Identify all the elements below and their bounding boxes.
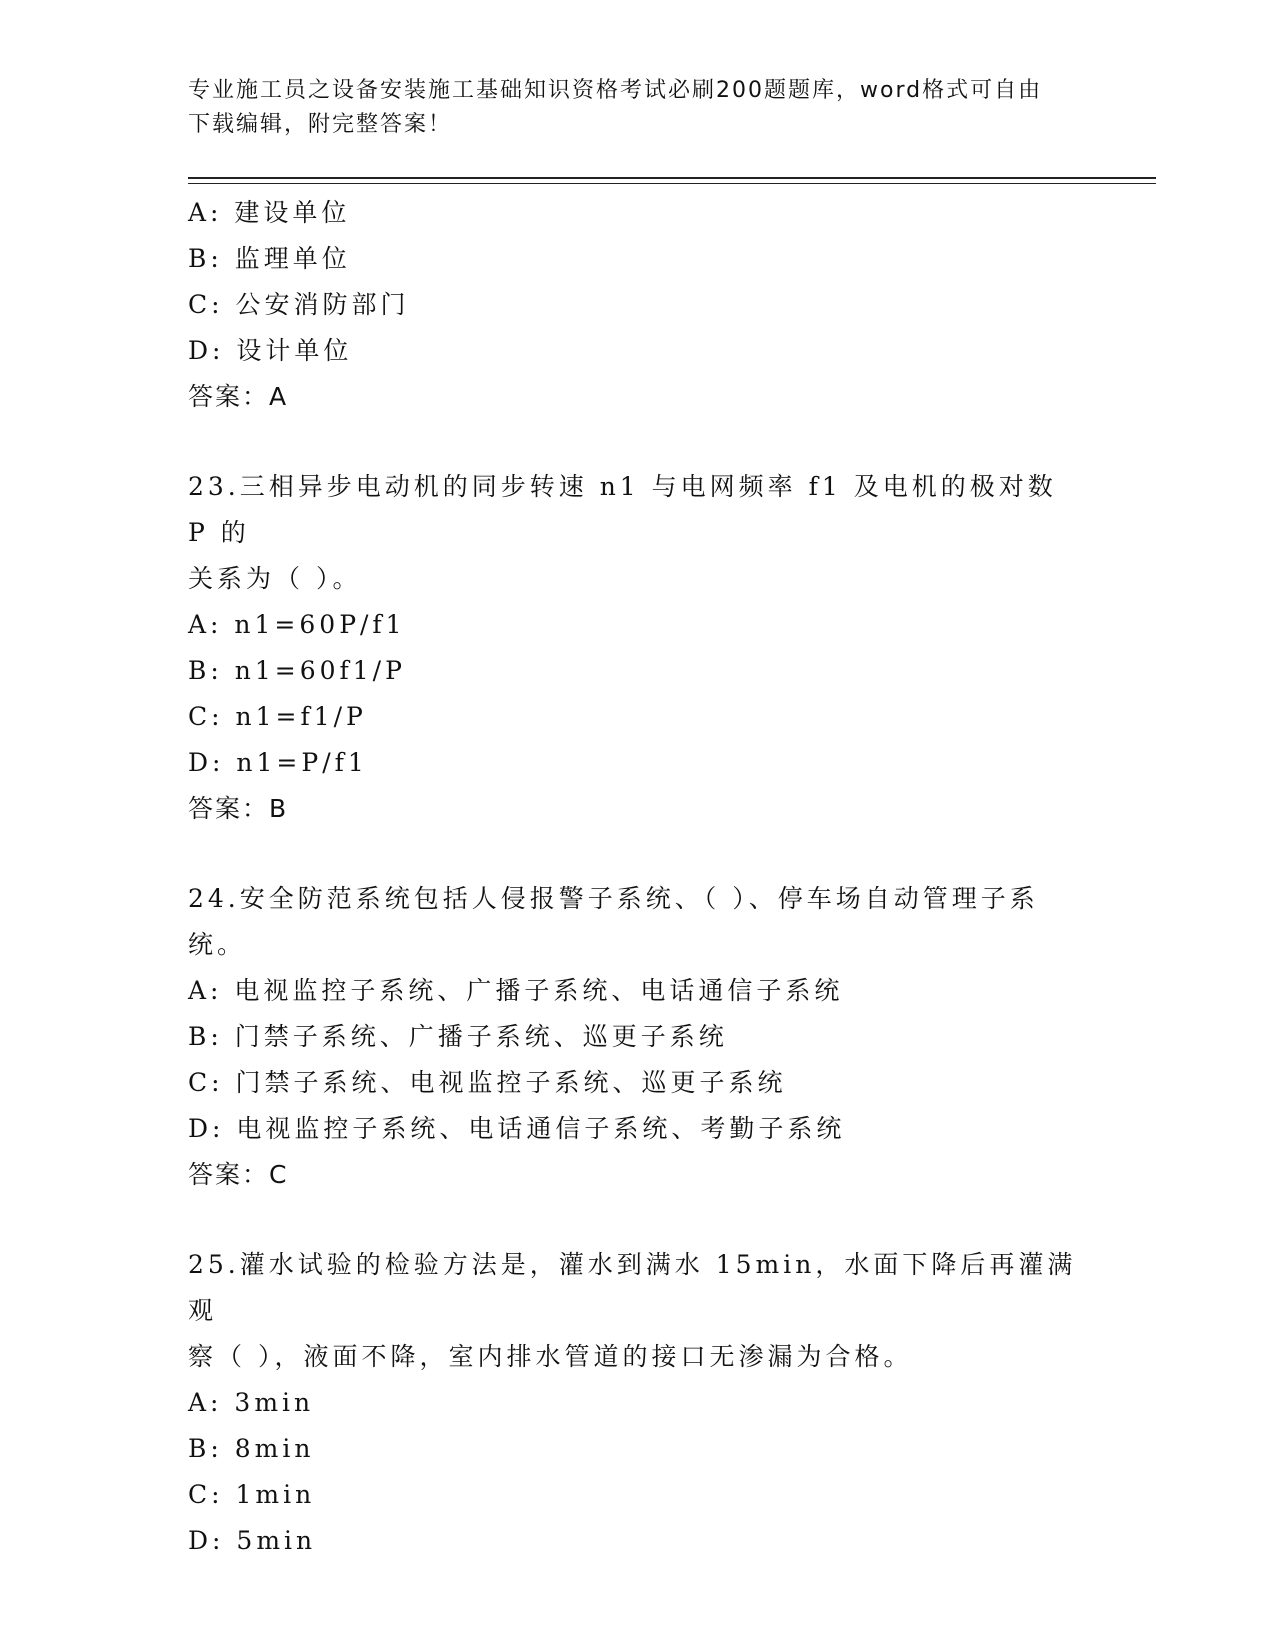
answer-line: 答案：B	[188, 794, 289, 823]
question-stem-line-1: 24.安全防范系统包括人侵报警子系统、（ ）、停车场自动管理子系	[188, 884, 1039, 913]
option-c: C: 公安消防部门	[188, 290, 410, 319]
question-block-24	[188, 876, 1108, 1198]
question-content	[188, 190, 1108, 1564]
question-stem	[188, 1242, 1088, 1380]
option-a: A: 3min	[188, 1388, 315, 1417]
option-d: D: 电视监控子系统、电话通信子系统、考勤子系统	[188, 1114, 846, 1143]
option-c: C: 1min	[188, 1480, 316, 1509]
option-a: A: 电视监控子系统、广播子系统、电话通信子系统	[188, 976, 844, 1005]
option-b: B: 8min	[188, 1434, 315, 1463]
header-title-line-1: 专业施工员之设备安装施工基础知识资格考试必刷200题题库，word格式可自由	[188, 78, 1043, 103]
question-block-23	[188, 464, 1108, 832]
question-stem-line-2: 察（ ），液面不降，室内排水管道的接口无渗漏为合格。	[188, 1342, 913, 1371]
header-title-line-2: 下载编辑，附完整答案！	[188, 112, 453, 137]
question-stem-line-2: 统。	[188, 930, 247, 959]
option-a: A: 建设单位	[188, 198, 351, 227]
question-stem-line-2: 关系为（ ）。	[188, 564, 362, 593]
header-divider-thin	[188, 183, 1156, 184]
option-a: A: n1=60P/f1	[188, 610, 406, 639]
option-d: D: 5min	[188, 1526, 317, 1555]
question-stem	[188, 876, 1088, 968]
header-divider-thick	[188, 177, 1156, 179]
option-d: D: n1=P/f1	[188, 748, 368, 777]
option-c: C: n1=f1/P	[188, 702, 367, 731]
option-c: C: 门禁子系统、电视监控子系统、巡更子系统	[188, 1068, 787, 1097]
option-b: B: n1=60f1/P	[188, 656, 406, 685]
answer-line: 答案：C	[188, 1160, 289, 1189]
option-b: B: 门禁子系统、广播子系统、巡更子系统	[188, 1022, 728, 1051]
prev-question-block	[188, 190, 1108, 420]
document-header	[188, 74, 1088, 142]
question-stem-line-1: 25.灌水试验的检验方法是，灌水到满水 15min，水面下降后再灌满观	[188, 1250, 1077, 1325]
option-d: D: 设计单位	[188, 336, 353, 365]
question-stem-line-1: 23.三相异步电动机的同步转速 n1 与电网频率 f1 及电机的极对数 P 的	[188, 472, 1057, 547]
option-b: B: 监理单位	[188, 244, 351, 273]
question-block-25	[188, 1242, 1108, 1564]
answer-line: 答案：A	[188, 382, 289, 411]
question-stem	[188, 464, 1088, 602]
